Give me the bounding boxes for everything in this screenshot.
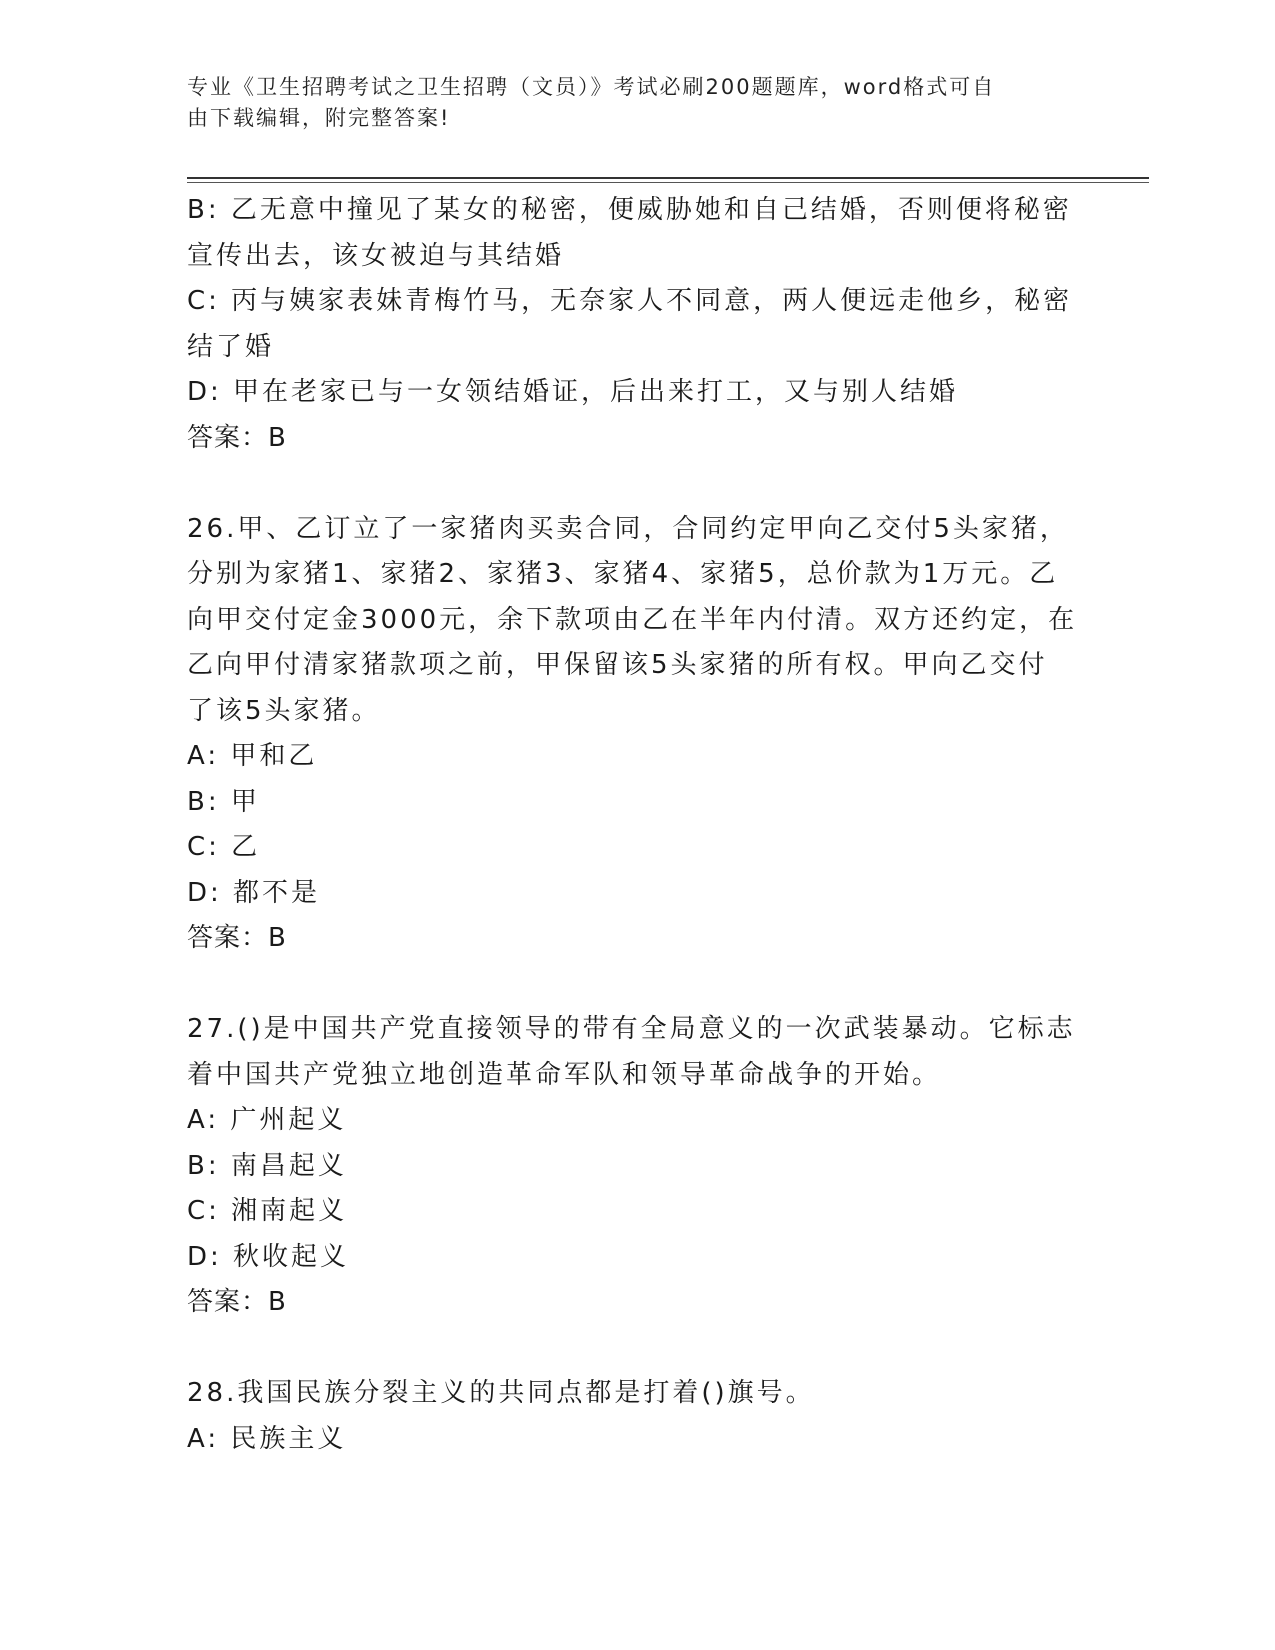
option-a: A: 甲和乙 bbox=[187, 741, 318, 771]
option-line: 宣传出去，该女被迫与其结婚 bbox=[187, 240, 565, 271]
header-divider-thin bbox=[187, 182, 1149, 183]
question-26 bbox=[187, 507, 1077, 962]
question-text-line: 乙向甲付清家猪款项之前，甲保留该5头家猪的所有权。甲向乙交付 bbox=[187, 650, 1048, 680]
option-line: 结了婚 bbox=[187, 331, 275, 362]
question-text-line: 分别为家猪1、家猪2、家猪3、家猪4、家猪5，总价款为1万元。乙 bbox=[187, 559, 1059, 589]
question-text-line: 27.()是中国共产党直接领导的带有全局意义的一次武装暴动。它标志 bbox=[187, 1014, 1076, 1044]
option-d: D: 都不是 bbox=[187, 877, 321, 908]
option-line: B: 乙无意中撞见了某女的秘密，便威胁她和自己结婚，否则便将秘密 bbox=[187, 195, 1072, 225]
header-divider-thick bbox=[187, 177, 1149, 179]
question-25-continued bbox=[187, 188, 1077, 461]
answer-line: 答案：B bbox=[187, 1287, 287, 1317]
spacer bbox=[187, 962, 1077, 1008]
question-27 bbox=[187, 1007, 1077, 1326]
question-text-line: 28.我国民族分裂主义的共同点都是打着()旗号。 bbox=[187, 1378, 815, 1408]
question-28 bbox=[187, 1371, 1077, 1462]
answer-line: 答案：B bbox=[187, 923, 287, 953]
header-line-1: 专业《卫生招聘考试之卫生招聘（文员）》考试必刷200题题库，word格式可自 bbox=[187, 75, 996, 99]
option-line: D: 甲在老家已与一女领结婚证，后出来打工，又与别人结婚 bbox=[187, 377, 959, 407]
question-text-line: 着中国共产党独立地创造革命军队和领导革命战争的开始。 bbox=[187, 1059, 942, 1090]
option-d: D: 秋收起义 bbox=[187, 1241, 350, 1272]
option-c: C: 湘南起义 bbox=[187, 1196, 348, 1226]
document-body bbox=[187, 188, 1077, 1462]
spacer bbox=[187, 461, 1077, 507]
question-text-line: 了该5头家猪。 bbox=[187, 695, 381, 726]
question-text-line: 向甲交付定金3000元，余下款项由乙在半年内付清。双方还约定，在 bbox=[187, 604, 1078, 635]
option-b: B: 南昌起义 bbox=[187, 1150, 347, 1181]
option-b: B: 甲 bbox=[187, 786, 260, 817]
question-text-line: 26.甲、乙订立了一家猪肉买卖合同，合同约定甲向乙交付5头家猪， bbox=[187, 513, 1069, 544]
option-a: A: 广州起义 bbox=[187, 1105, 347, 1135]
option-line: C: 丙与姨家表妹青梅竹马，无奈家人不同意，两人便远走他乡，秘密 bbox=[187, 286, 1073, 316]
document-header bbox=[187, 72, 1067, 134]
spacer bbox=[187, 1326, 1077, 1372]
header-line-2: 由下载编辑，附完整答案! bbox=[187, 106, 451, 130]
option-c: C: 乙 bbox=[187, 832, 261, 862]
answer-line: 答案：B bbox=[187, 422, 287, 453]
option-a: A: 民族主义 bbox=[187, 1423, 347, 1454]
